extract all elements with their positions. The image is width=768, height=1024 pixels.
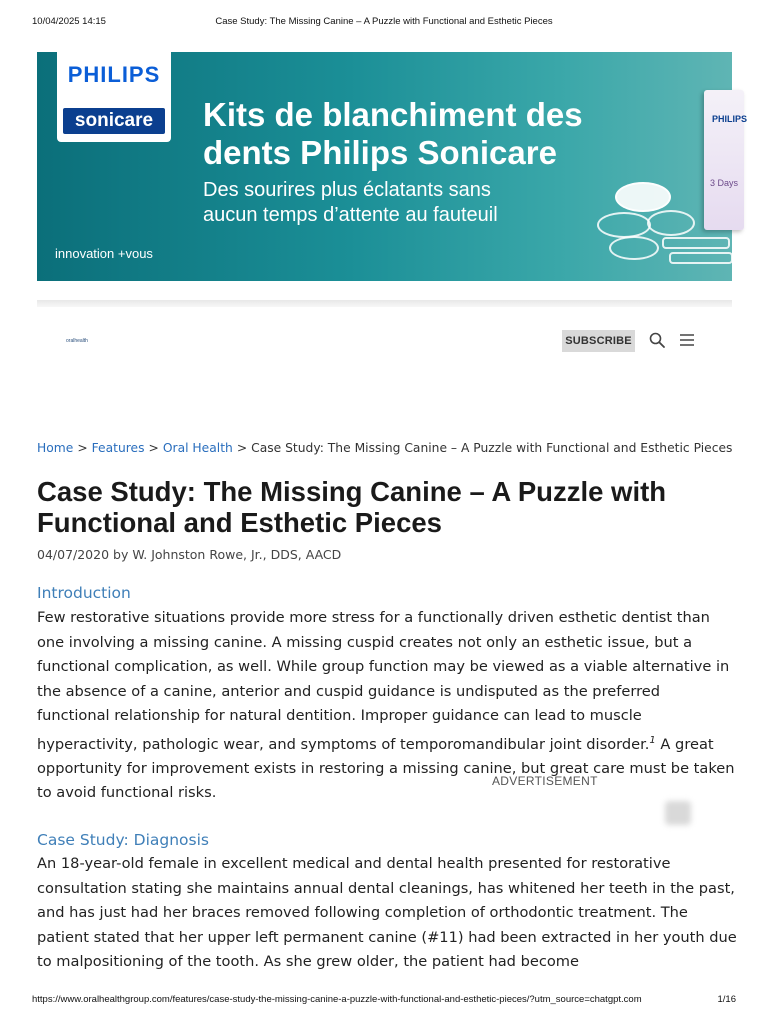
breadcrumb-current: Case Study: The Missing Canine – A Puzzle with Functional and Esthetic Pieces [251,441,733,455]
search-icon[interactable] [649,332,665,348]
print-datetime: 10/04/2025 14:15 [32,16,106,27]
whitening-tray-icon [615,182,671,212]
banner-headline-line1: Kits de blanchiment des [203,96,583,133]
advertisement-label: ADVERTISEMENT [492,774,598,788]
introduction-text-b: A great opportunity for improvement exists in restoring a missing canine, but great care must be taken to avoid functional risks. [37,735,735,802]
banner-ad[interactable] [37,52,748,281]
article-byline: 04/07/2020 by W. Johnston Rowe, Jr., DDS, AACD [37,547,342,562]
article-title: Case Study: The Missing Canine – A Puzzle with Functional and Esthetic Pieces [37,476,667,538]
product-box-icon [704,90,748,230]
philips-wordmark: PHILIPS [67,62,161,87]
banner-subline [203,178,498,228]
introduction-text-a: Few restorative situations provide more stress for a functionally driven esthetic dentist than one involving a missing canine. A missing cuspid creates not only an esthetic issue, but a functional complication, as well. While group function may be viewed as a viable alternative in the absence of a canine, anterior and cuspid guidance is undisputed as the preferred functional relationship for natural dentition. Improper guidance can lead to muscle hyperactivity, pathologic wear, and symptoms of temporomandibular joint disorder. [37,609,730,753]
header-divider [37,300,732,307]
breadcrumb-separator: > [148,441,159,455]
advertisement-placeholder[interactable] [665,801,691,825]
banner-tagline: innovation +vous [55,246,153,261]
banner-subline1: Des sourires plus éclatants sans [203,179,491,201]
banner-headline [203,96,583,172]
print-footer [32,994,736,1008]
print-page-title: Case Study: The Missing Canine – A Puzzle with Functional and Esthetic Pieces [215,16,553,27]
section-heading-diagnosis: Case Study: Diagnosis [37,831,209,849]
banner-subline2: aucun temps d’attente au fauteuil [203,204,498,226]
breadcrumb-features[interactable]: Features [91,441,145,455]
print-url: https://www.oralhealthgroup.com/features/case-study-the-missing-canine-a-puzzle-with-functional-and-esthetic-pieces/?utm_source=chatgpt.com [32,994,642,1005]
banner-headline-line2: dents Philips Sonicare [203,134,557,171]
print-header [32,16,736,30]
whitening-pen-icon [669,252,733,264]
print-page-number: 1/16 [717,994,736,1005]
section-heading-introduction: Introduction [37,584,131,602]
sonicare-wordmark: sonicare [63,108,165,134]
hamburger-menu-icon[interactable] [679,333,695,347]
footnote-ref[interactable]: 1 [649,734,656,746]
breadcrumb-separator: > [77,441,88,455]
breadcrumb [37,441,732,455]
diagnosis-paragraph: An 18-year-old female in excellent medical and dental health presented for restorative consultation stating she maintains annual dental cleanings, has whitened her teeth in the past, and has just had her braces removed following completion of orthodontic treatment. The patient stated that her upper left permanent canine (#11) had been extracted in her youth due to malpositioning of the tooth. As she grew older, the patient had become [37,855,737,970]
breadcrumb-home[interactable]: Home [37,441,74,455]
product-box-brand: PHILIPS [712,114,748,124]
subscribe-button[interactable]: SUBSCRIBE [562,330,635,352]
whitening-pen-icon [662,237,730,249]
whitening-tray-icon [597,212,651,238]
product-box-days: 3 Days [710,178,739,188]
whitening-tray-icon [609,236,659,260]
breadcrumb-separator: > [236,441,248,455]
breadcrumb-oral-health[interactable]: Oral Health [162,441,233,455]
whitening-tray-icon [647,210,695,236]
introduction-paragraph [37,606,737,806]
site-logo[interactable]: oralhealth [66,338,88,344]
philips-logo [57,52,171,142]
